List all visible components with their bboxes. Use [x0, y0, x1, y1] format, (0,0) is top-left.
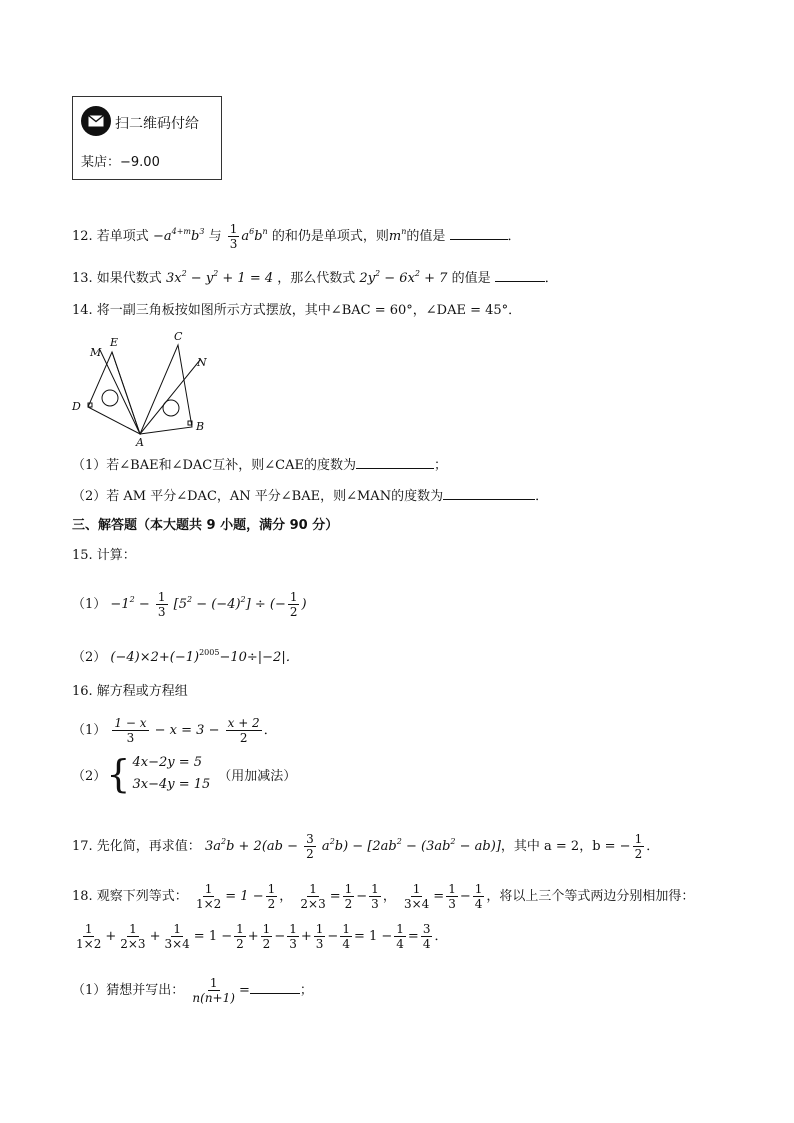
question-15-1: $(1) -1^2$ − $\frac{1}{3}$ $[5^2 - (-4)^2]$ ÷ (− $\frac{1}{2}$ ) [72, 590, 307, 619]
shop-amount: 某店：−9.00 [81, 155, 160, 170]
answer-blank[interactable] [250, 981, 300, 994]
question-16-2: （2） { 4x−2y = 5 3x−4y = 15 （用加减法） [72, 752, 297, 796]
label-N: N [197, 356, 207, 369]
label-E: E [110, 336, 119, 349]
label-B: B [196, 420, 205, 433]
question-18-sum: $\frac{1}{1\times 2}$ + $\frac{1}{2\times 3}$ + $\frac{1}{3\times 4}$ = 1 − $\frac{1}{2}$ + $\frac{1}{2}$ − $\frac{1}{3}$ + $\frac{1}{3}$ − $\frac{1}{4}$ = 1 − $\frac{1}{4}$ = $\frac{3}{4}$ ． [76, 922, 448, 951]
question-12: 12. 若单项式 $-a^{4+m}b^3$ 与 $\frac{1}{3}$ $a^6b^n$ 的和仍是单项式，则$m^n$的值是 ． [72, 222, 521, 251]
question-14-1: （1）若∠BAE和∠DAC互补，则∠CAE的度数为 ； [72, 458, 447, 473]
question-13: 13. 如果代数式 $3x^2 - y^2 + 1 = 4$ ，那么代数式 $2y^2 - 6x^2 + 7$ 的值是 ． [72, 269, 558, 286]
triangle-figure [70, 330, 250, 454]
question-18: 18. 观察下列等式： $\frac{1}{1\times 2}$ = 1 − $\frac{1}{2}$ ， $\frac{1}{2\times 3}$ = $\frac{1}{2}$ − $\frac{1}{3}$ ， $\frac{1}{3\times 4}$ = $\frac{1}{3}$ − $\frac{1}{4}$ ，将以上三个等式两边分别相加得： [72, 882, 695, 911]
label-M: M [90, 346, 102, 359]
question-16-1: （1） $\frac{1 - x}{3}$ − x = 3 − $\frac{x + 2}{2}$ ． [72, 716, 277, 745]
answer-blank[interactable] [356, 456, 434, 469]
mail-icon [81, 106, 111, 136]
question-14-2: （2）若 AM 平分∠DAC，AN 平分∠BAE，则∠MAN的度数为 ． [72, 489, 549, 504]
question-17: 17. 先化简，再求值： $3a^2b + 2(ab$ − $\frac{3}{2}$ $a^2b) - [2ab^2 - (3ab^2 - ab)]$，其中 a = 2，b = − $\frac{1}{2}$ ． [72, 832, 660, 861]
question-16: 16. 解方程或方程组 [72, 684, 188, 699]
question-15-2: （2） $(-4)\times 2+(-1)^{2005}-10\div|-2|$． [72, 648, 299, 665]
answer-blank[interactable] [450, 227, 508, 240]
label-A: A [136, 436, 144, 449]
pay-label: 扫二维码付给 [115, 116, 199, 132]
answer-blank[interactable] [495, 269, 545, 282]
answer-blank[interactable] [443, 487, 535, 500]
payment-card[interactable] [72, 96, 222, 180]
label-D: D [72, 400, 81, 413]
question-18-1: （1）猜想并写出： $\frac{1}{n(n+1)}$ = ； [72, 976, 313, 1005]
section-heading: 三、解答题（本大题共 9 小题，满分 90 分） [72, 518, 339, 533]
label-C: C [174, 330, 183, 343]
question-14: 14. 将一副三角板按如图所示方式摆放，其中∠BAC = 60°，∠DAE = 45°． [72, 303, 522, 318]
question-15: 15. 计算： [72, 548, 136, 563]
